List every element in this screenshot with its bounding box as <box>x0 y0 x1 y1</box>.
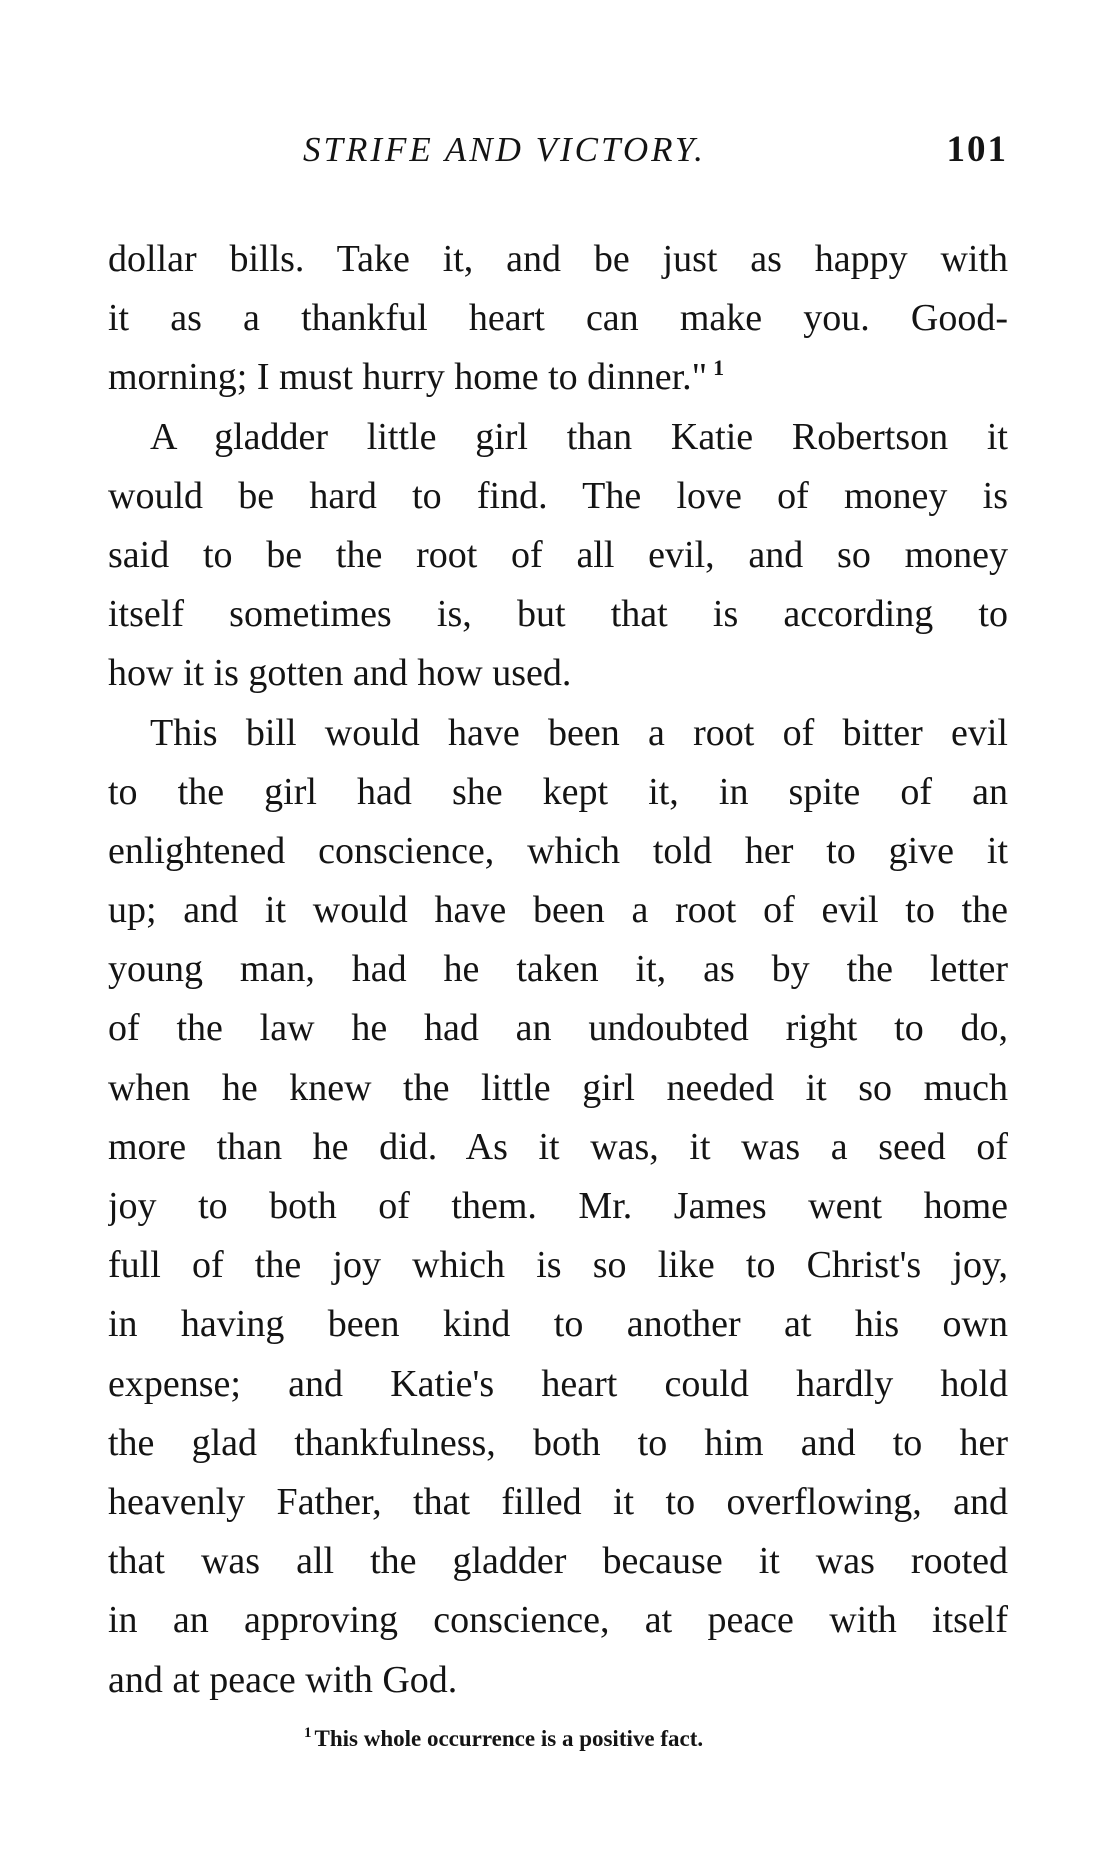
text-line: more than he did. As it was, it was a seed of <box>108 1125 1008 1168</box>
text-line: of the law he had an undoubted right to do, <box>108 1007 1008 1050</box>
text-line: enlightened conscience, which told her to give it <box>108 829 1008 872</box>
footnote-reference: 1 <box>713 355 725 381</box>
text-line: when he knew the little girl needed it so much <box>108 1066 1008 1109</box>
text-line <box>108 348 1008 407</box>
text-line: it as a thankful heart can make you. Good- <box>108 297 1008 340</box>
text-line: would be hard to find. The love of money is <box>108 474 1008 517</box>
page-header <box>108 128 1008 172</box>
body-text <box>108 230 1008 1710</box>
text-line: said to be the root of all evil, and so money <box>108 533 1008 576</box>
text-line: up; and it would have been a root of evil to the <box>108 889 1008 932</box>
footnote <box>304 1718 703 1754</box>
text-line: and at peace with God. <box>108 1658 458 1701</box>
footnote-mark: 1 <box>304 1725 312 1741</box>
text-line: in having been kind to another at his own <box>108 1303 1008 1346</box>
text-line: itself sometimes is, but that is according to <box>108 593 1008 636</box>
text-line: This bill would have been a root of bitter evil <box>150 711 1008 754</box>
text-line: A gladder little girl than Katie Robertson it <box>150 415 1008 458</box>
running-head: STRIFE AND VICTORY. <box>303 130 706 169</box>
text-line: in an approving conscience, at peace with itself <box>108 1599 1008 1642</box>
text-line: full of the joy which is so like to Christ's joy, <box>108 1244 1008 1287</box>
footnote-text: This whole occurrence is a positive fact. <box>314 1726 704 1751</box>
page-number: 101 <box>946 129 1008 170</box>
text-line: the glad thankfulness, both to him and to her <box>108 1421 1008 1464</box>
text-line: joy to both of them. Mr. James went home <box>108 1185 1008 1227</box>
text-line: heavenly Father, that filled it to overflowing, and <box>108 1480 1008 1523</box>
text-line: dollar bills. Take it, and be just as happy with <box>108 238 1008 280</box>
text-line-content: morning; I must hurry home to dinner." <box>108 356 708 399</box>
text-line: to the girl had she kept it, in spite of an <box>108 770 1008 813</box>
text-line: young man, had he taken it, as by the letter <box>108 948 1008 991</box>
text-line: how it is gotten and how used. <box>108 652 572 695</box>
text-line: expense; and Katie's heart could hardly hold <box>108 1362 1008 1405</box>
text-line: that was all the gladder because it was rooted <box>108 1540 1008 1583</box>
